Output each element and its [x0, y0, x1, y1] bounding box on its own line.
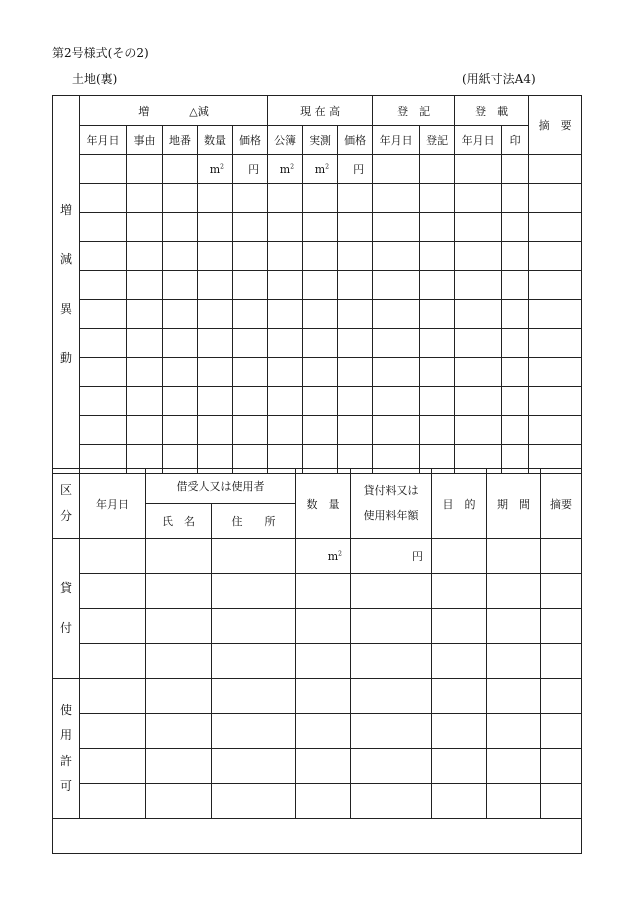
table-row: [53, 784, 582, 819]
table-row: [53, 155, 582, 184]
table-row: [53, 539, 582, 574]
area-unit: $m^2$: [296, 539, 351, 574]
borrower-header: 借受人又は使用者: [146, 469, 296, 504]
col-lot-number: 地番: [163, 126, 198, 155]
table-row: [53, 242, 582, 271]
col-date: 年月日: [80, 469, 146, 539]
lending-section-label: 貸 付: [53, 539, 80, 679]
col-purpose: 目 的: [432, 469, 487, 539]
registry-header: 登 記: [373, 96, 455, 126]
table-row: [53, 609, 582, 644]
table-row: [53, 644, 582, 679]
table-row: [53, 574, 582, 609]
col-name: 氏 名: [146, 504, 212, 539]
col-registry-date: 年月日: [373, 126, 420, 155]
col-quantity: 数 量: [296, 469, 351, 539]
col-date: 年月日: [80, 126, 127, 155]
area-unit: $m^2$: [198, 155, 233, 184]
col-registry: 登記: [420, 126, 455, 155]
col-address: 住 所: [212, 504, 296, 539]
increase-decrease-header: 増 △減: [80, 96, 268, 126]
col-price: 価格: [233, 126, 268, 155]
col-quantity: 数量: [198, 126, 233, 155]
yen-unit: 円: [233, 155, 268, 184]
col-registered-area: 公簿: [268, 126, 303, 155]
area-unit: $m^2$: [303, 155, 338, 184]
table-row: [53, 358, 582, 387]
ledger-entry-header: 登 載: [455, 96, 529, 126]
table-row: [53, 213, 582, 242]
table-row: [53, 714, 582, 749]
change-side-label: 増 減 異 動: [53, 96, 80, 474]
use-permit-section-label: 使 用 許 可: [53, 679, 80, 819]
category-header: 区 分: [53, 469, 80, 539]
table-row: [53, 749, 582, 784]
table-row: [53, 300, 582, 329]
form-id: 第2号様式(その2): [52, 46, 149, 60]
table-row: [53, 416, 582, 445]
table-row: [53, 271, 582, 300]
table-row: [53, 679, 582, 714]
table-row: [53, 387, 582, 416]
col-period: 期 間: [487, 469, 541, 539]
yen-unit: 円: [351, 539, 432, 574]
change-record-table: [52, 95, 582, 474]
summary-header: 摘 要: [529, 96, 582, 155]
col-annual-fee: 貸付料又は 使用料年額: [351, 469, 432, 539]
yen-unit: 円: [338, 155, 373, 184]
col-ledger-date: 年月日: [455, 126, 502, 155]
table-row: [53, 329, 582, 358]
col-surveyed-area: 実測: [303, 126, 338, 155]
col-seal: 印: [502, 126, 529, 155]
notes-row: [53, 819, 582, 854]
paper-size-note: (用紙寸法A4): [462, 72, 536, 86]
col-reason: 事由: [127, 126, 163, 155]
col-summary: 摘要: [541, 469, 582, 539]
col-current-price: 価格: [338, 126, 373, 155]
area-unit: $m^2$: [268, 155, 303, 184]
current-holdings-header: 現 在 高: [268, 96, 373, 126]
lending-permit-table: [52, 468, 582, 854]
table-row: [53, 184, 582, 213]
document-subtitle: 土地(裏): [72, 72, 118, 86]
